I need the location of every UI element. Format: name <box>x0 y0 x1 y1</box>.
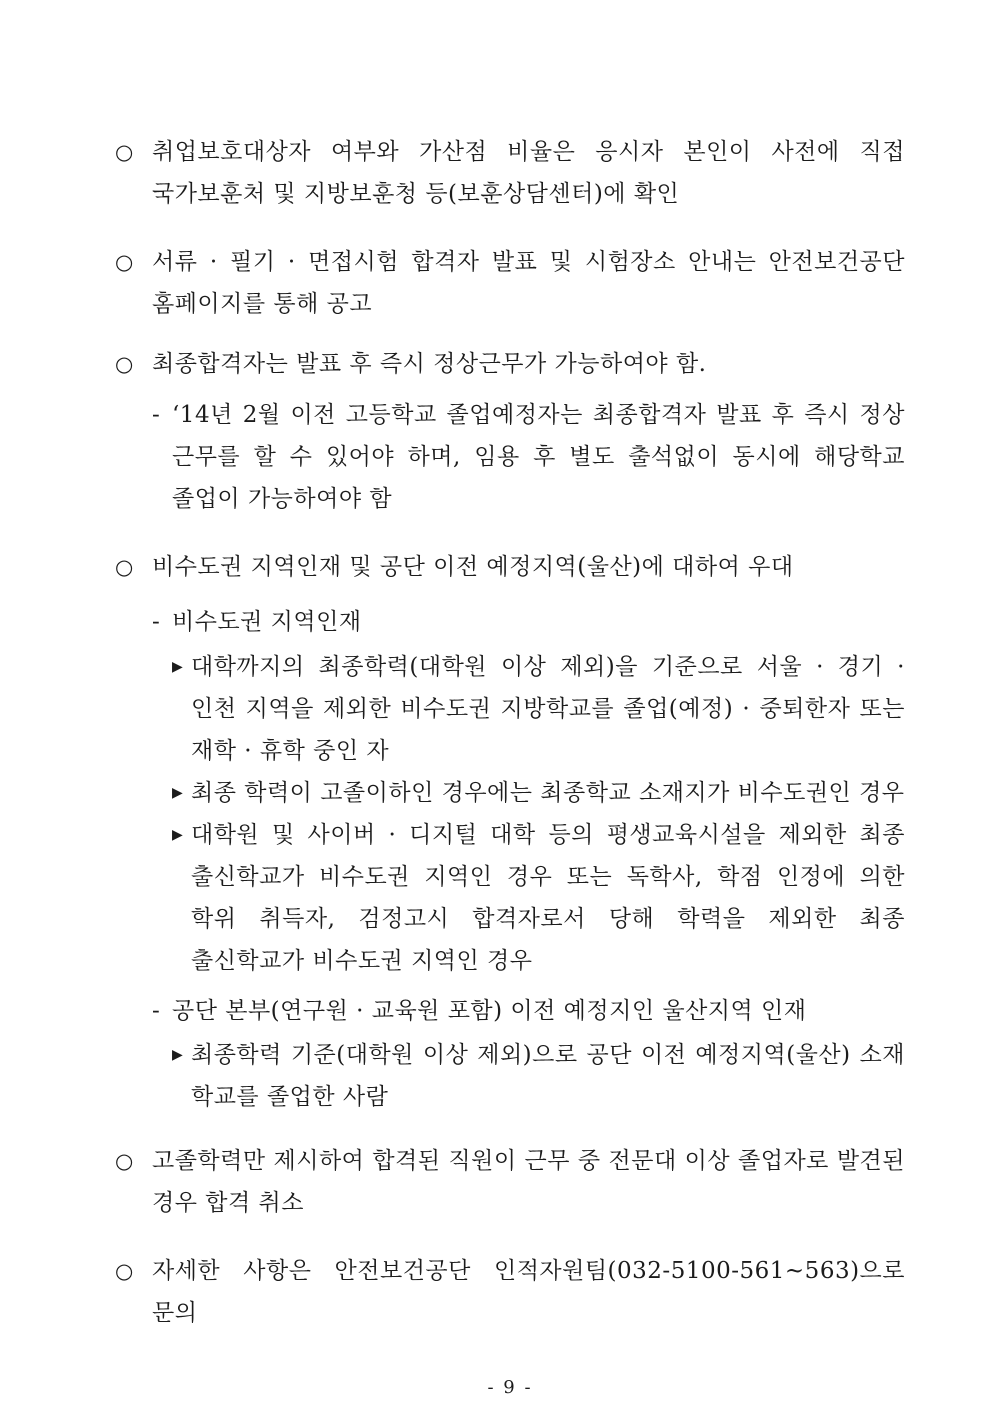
bullet-text: 공단 본부(연구원 · 교육원 포함) 이전 예정지인 울산지역 인재 <box>172 998 807 1024</box>
sub-item-non-capital-talent <box>115 601 905 643</box>
dash-bullet-icon: - <box>152 998 160 1024</box>
bullet-text: 자세한 사항은 안전보건공단 인적자원팀(032-5100-561~563)으로 문의 <box>152 1258 905 1326</box>
bullet-text: 최종학력 기준(대학원 이상 제외)으로 공단 이전 예정지역(울산) 소재 학교를 졸업한 사람 <box>191 1042 905 1110</box>
sub-item-ulsan-talent <box>115 990 905 1032</box>
bullet-item-final-pass-work <box>115 343 905 385</box>
bullet-text: 서류 · 필기 · 면접시험 합격자 발표 및 시험장소 안내는 안전보건공단 홈페이지를 통해 공고 <box>152 249 905 317</box>
circle-bullet-icon: ○ <box>115 1259 134 1283</box>
bullet-item-veteran-check <box>115 131 905 215</box>
bullet-text: 최종 학력이 고졸이하인 경우에는 최종학교 소재지가 비수도권인 경우 <box>191 780 905 806</box>
detail-item-highschool-criteria <box>115 772 905 814</box>
bullet-text: 취업보호대상자 여부와 가산점 비율은 응시자 본인이 사전에 직접 국가보훈처 및 지방보훈청 등(보훈상담센터)에 확인 <box>152 139 905 207</box>
bullet-item-regional-preference <box>115 546 905 588</box>
sub-item-graduation-expected <box>115 394 905 520</box>
bullet-text: 대학원 및 사이버 · 디지털 대학 등의 평생교육시설을 제외한 최종 출신학교가 비수도권 지역인 경우 또는 독학사, 학점 인정에 의한 학위 취득자, 검정고시 합격자로서 당해 학력을 제외한 최종 출신학교가 비수도권 지역인 경우 <box>191 822 905 974</box>
bullet-text: ‘14년 2월 이전 고등학교 졸업예정자는 최종합격자 발표 후 즉시 정상 근무를 할 수 있어야 하며, 임용 후 별도 출석없이 동시에 해당학교 졸업이 가능하여야 함 <box>172 402 905 512</box>
detail-item-university-criteria <box>115 646 905 772</box>
detail-item-ulsan-school <box>115 1034 905 1118</box>
circle-bullet-icon: ○ <box>115 352 134 376</box>
detail-item-lifelong-education <box>115 814 905 982</box>
dash-bullet-icon: - <box>152 609 160 635</box>
bullet-text: 비수도권 지역인재 및 공단 이전 예정지역(울산)에 대하여 우대 <box>152 554 794 580</box>
circle-bullet-icon: ○ <box>115 140 134 164</box>
circle-bullet-icon: ○ <box>115 1149 134 1173</box>
dash-bullet-icon: - <box>152 402 160 428</box>
triangle-bullet-icon: ▶ <box>172 1047 183 1063</box>
bullet-text: 고졸학력만 제시하여 합격된 직원이 근무 중 전문대 이상 졸업자로 발견된 경우 합격 취소 <box>152 1148 905 1216</box>
circle-bullet-icon: ○ <box>115 555 134 579</box>
triangle-bullet-icon: ▶ <box>172 785 183 801</box>
bullet-text: 비수도권 지역인재 <box>172 609 362 635</box>
bullet-item-contact <box>115 1250 905 1334</box>
triangle-bullet-icon: ▶ <box>172 827 183 843</box>
bullet-text: 최종합격자는 발표 후 즉시 정상근무가 가능하여야 함. <box>152 351 707 377</box>
bullet-item-cancellation <box>115 1140 905 1224</box>
circle-bullet-icon: ○ <box>115 250 134 274</box>
triangle-bullet-icon: ▶ <box>172 659 183 675</box>
bullet-text: 대학까지의 최종학력(대학원 이상 제외)을 기준으로 서울 · 경기 · 인천 지역을 제외한 비수도권 지방학교를 졸업(예정) · 중퇴한자 또는 재학 · 휴학 중인 자 <box>191 654 905 764</box>
page-number: - 9 - <box>487 1377 533 1398</box>
bullet-item-announcement <box>115 241 905 325</box>
